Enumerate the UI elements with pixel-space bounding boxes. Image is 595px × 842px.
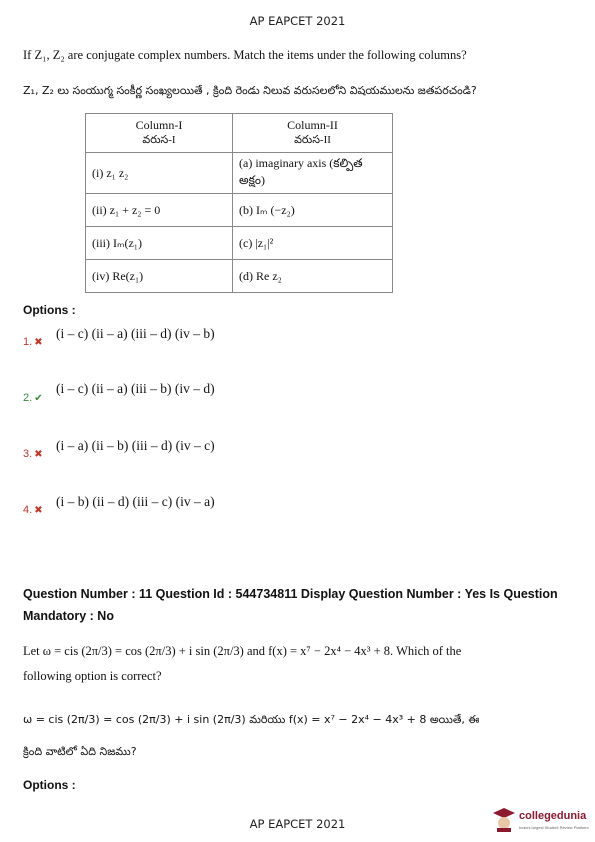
table-row [86, 194, 393, 227]
option-number: 3. [23, 448, 33, 460]
column-2-header [233, 114, 393, 153]
question-text-english-line-1: Let ω = cis (2π/3) = cos (2π/3) + i sin (2π/3) and f(x) = x⁷ − 2x⁴ − 4x³ + 8. Which of the [23, 644, 462, 658]
table-cell-right: (c) |z₁|² [233, 227, 393, 260]
cross-icon: ✖ [34, 449, 43, 460]
graduate-icon [492, 806, 516, 832]
option-3-text: (i – a) (ii – b) (iii – d) (iv – c) [56, 438, 215, 453]
option-2-number [23, 392, 43, 404]
table-cell-right: (b) Iₘ (−z₂) [233, 194, 393, 227]
check-icon: ✔ [34, 393, 43, 404]
cross-icon: ✖ [34, 337, 43, 348]
column-1-title-telugu: వరుస-I [142, 134, 176, 146]
option-number: 2. [23, 392, 33, 404]
table-row [86, 227, 393, 260]
table-cell-left: (iii) Iₘ(z₁) [86, 227, 233, 260]
table-row [86, 153, 393, 194]
option-3-number [23, 448, 43, 460]
table-cell-left: (i) z₁ z₂ [86, 153, 233, 194]
question-text-telugu: Z₁, Z₂ లు సంయుగ్మ సంకీర్ణ సంఖ్యలయితే , క్రింది రెండు నిలువ వరుసలలోని విషయములను జతపరచండి? [23, 84, 477, 97]
question-text-telugu-line-2: క్రింది వాటిలో ఏది నిజము? [23, 745, 137, 758]
table-cell-right: (d) Re z₂ [233, 260, 393, 293]
page-header: AP EAPCET 2021 [249, 14, 346, 28]
option-1-number [23, 336, 43, 348]
page-footer: AP EAPCET 2021 [249, 817, 346, 831]
question-meta: Question Number : 11 Question Id : 544734811 Display Question Number : Yes Is Question Mandatory : No [23, 587, 558, 623]
table-cell-left: (iv) Re(z₁) [86, 260, 233, 293]
option-2-text: (i – c) (ii – a) (iii – b) (iv – d) [56, 381, 215, 396]
question-text-english: If Z₁, Z₂ are conjugate complex numbers. Match the items under the following columns? [23, 48, 467, 62]
option-number: 4. [23, 504, 33, 516]
table-cell-right: (a) imaginary axis (కల్పిత అక్షం) [233, 153, 393, 194]
table-cell-left: (ii) z₁ + z₂ = 0 [86, 194, 233, 227]
cross-icon: ✖ [34, 505, 43, 516]
option-4-number [23, 504, 43, 516]
column-2-title-telugu: వరుస-II [294, 134, 331, 146]
option-number: 1. [23, 336, 33, 348]
options-label-next: Options : [23, 778, 76, 792]
column-2-title: Column-II [287, 118, 338, 132]
table-row [86, 260, 393, 293]
column-1-title: Column-I [135, 118, 183, 132]
collegedunia-logo [492, 806, 588, 836]
logo-tagline: India's largest Student Review Platform [519, 825, 589, 830]
column-1-header [86, 114, 233, 153]
options-label: Options : [23, 303, 76, 317]
match-columns-table [85, 113, 393, 293]
question-text-telugu-line-1: ω = cis (2π/3) = cos (2π/3) + i sin (2π/3) మరియు f(x) = x⁷ − 2x⁴ − 4x³ + 8 అయితే, ఈ [23, 713, 480, 726]
logo-wordmark: collegedunia [519, 810, 587, 822]
question-text-english-line-2: following option is correct? [23, 669, 162, 683]
option-1-text: (i – c) (ii – a) (iii – d) (iv – b) [56, 326, 215, 341]
option-4-text: (i – b) (ii – d) (iii – c) (iv – a) [56, 494, 215, 509]
